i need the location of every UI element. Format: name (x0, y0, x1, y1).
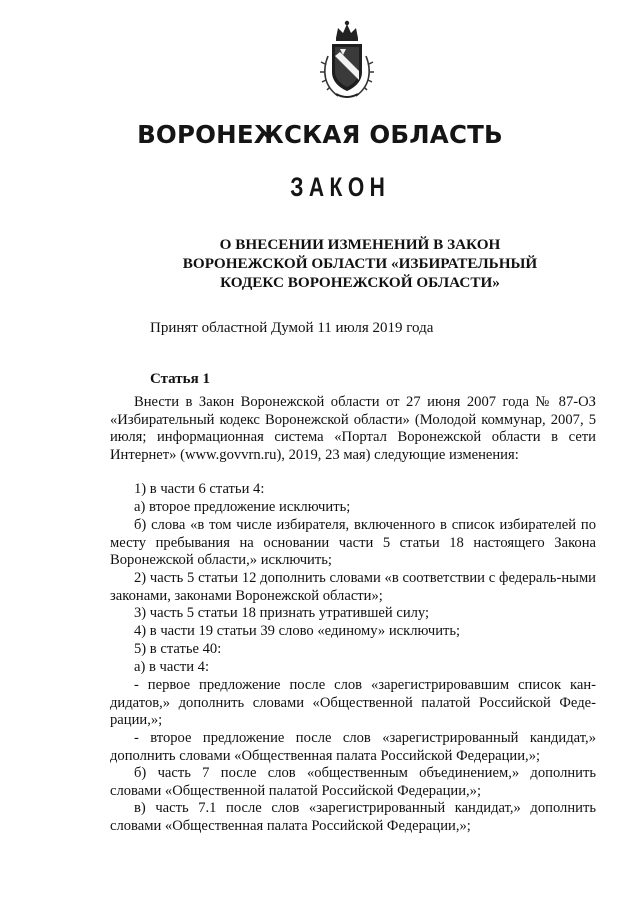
body-paragraph: Внести в Закон Воронежской области от 27 июня 2007 года № 87-ОЗ «Избирательный кодекс Воронежской области» (Молодой коммунар, 2007, 5 июля; информационная система «Портал Воронежской области в сети Интернет» (www.govvrn.ru), 2019, 23 мая) следующие изменения: (110, 394, 596, 463)
law-title (140, 235, 580, 292)
region-name: ВОРОНЕЖСКАЯ ОБЛАСТЬ (137, 120, 503, 149)
title-line: ВОРОНЕЖСКОЙ ОБЛАСТИ «ИЗБИРАТЕЛЬНЫЙ (182, 255, 538, 272)
body-paragraph: 5) в статье 40: (134, 641, 222, 657)
article-heading: Статья 1 (150, 371, 210, 387)
body-paragraph: б) слова «в том числе избирателя, включенного в список избирателей по месту пребывания на основании части 5 статьи 18 настоящего Закона Воронежской области,» исключить; (110, 517, 596, 569)
title-line: О ВНЕСЕНИИ ИЗМЕНЕНИЙ В ЗАКОН (219, 236, 501, 253)
body-paragraph: в) часть 7.1 после слов «зарегистрированный кандидат,» дополнить словами «Общественная палата Российской Федерации,»; (110, 800, 596, 834)
body-paragraph: 4) в части 19 статьи 39 слово «единому» исключить; (134, 623, 461, 639)
body-paragraph: - второе предложение после слов «зарегистрированный кандидат,» дополнить словами «Общественная палата Российской Федерации,»; (110, 730, 596, 764)
adoption-note: Принят областной Думой 11 июля 2019 года (150, 320, 434, 336)
body-paragraph: 1) в части 6 статьи 4: (134, 481, 265, 497)
body-paragraph: 2) часть 5 статьи 12 дополнить словами «в соответствии с федераль-ными законами, законами Воронежской области»; (110, 570, 596, 604)
body-paragraph: а) в части 4: (134, 659, 210, 675)
body-paragraph: 3) часть 5 статьи 18 признать утратившей силу; (134, 605, 430, 621)
coat-of-arms-emblem (316, 16, 378, 102)
title-line: КОДЕКС ВОРОНЕЖСКОЙ ОБЛАСТИ» (220, 274, 500, 291)
body-paragraph: - первое предложение после слов «зарегистрировавшим список кан-дидатов,» дополнить словами «Общественной палатой Российской Феде-рации,»; (110, 677, 596, 729)
body-paragraph: а) второе предложение исключить; (134, 499, 351, 515)
document-type: ЗАКОН (290, 172, 391, 202)
body-paragraph: б) часть 7 после слов «общественным объединением,» дополнить словами «Общественной палатой Российской Федерации,»; (110, 765, 596, 799)
